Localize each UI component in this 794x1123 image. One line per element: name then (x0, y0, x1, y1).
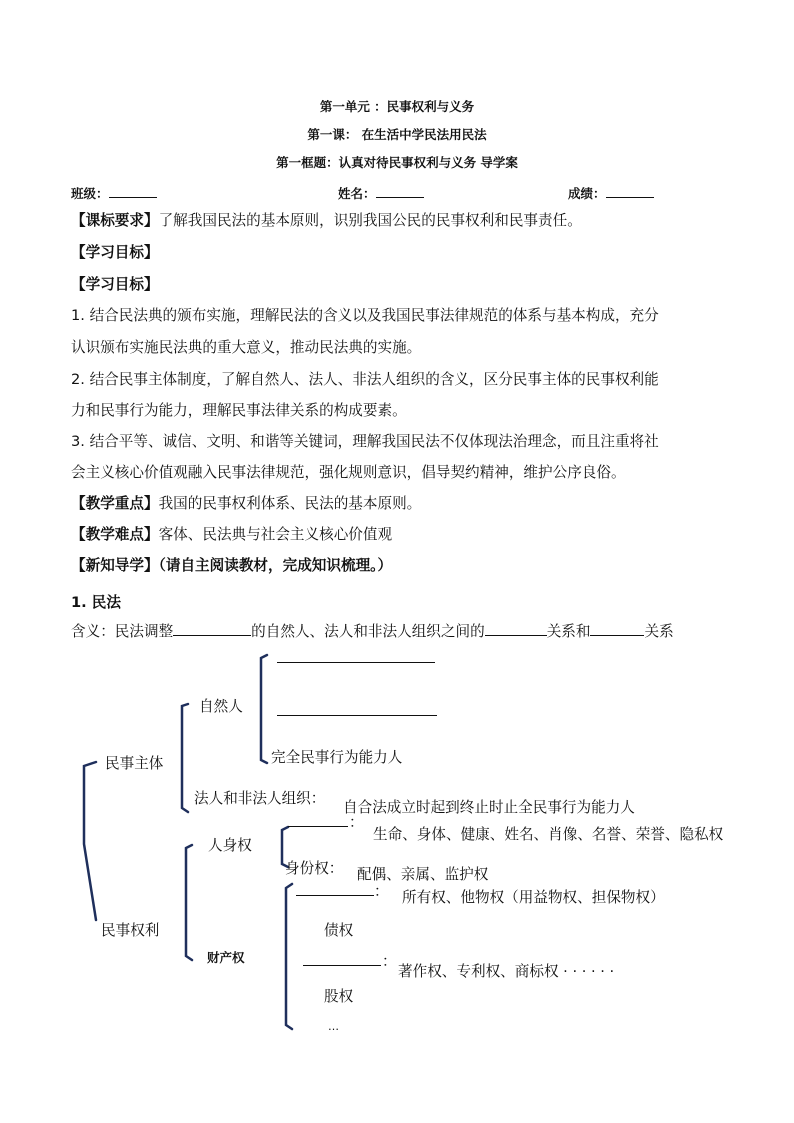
personal-rights-label: 人身权 (208, 837, 252, 854)
objective-1-line-1: 1. 结合民法典的颁布实施，理解民法的含义以及我国民事法律规范的体系与基本构成，充分 (71, 307, 659, 324)
lesson-title: 第一课： 在生活中学民法用民法 (307, 127, 487, 142)
full-capacity-label (271, 746, 403, 766)
subject-brace (182, 704, 188, 812)
civil-rights-label: 民事权利 (101, 922, 160, 939)
equity-rights-label: 股权 (324, 988, 354, 1005)
rights-brace (186, 845, 192, 960)
ip-rights-colon: ： (382, 953, 397, 970)
standard-label: 【课标要求】 (71, 212, 159, 229)
guide-label: 【新知导学】 (71, 557, 159, 574)
difficulty-text: 客体、民法典与社会主义核心价值观 (158, 526, 393, 543)
natural-person-brace (261, 655, 267, 763)
civil-law-heading: 1. 民法 (71, 594, 121, 611)
def-part-c: 关系和 (546, 623, 591, 640)
name-label: 姓名： (338, 186, 376, 201)
objective-2-line-2: 力和民事行为能力，理解民事法律关系的构成要素。 (71, 402, 407, 419)
key-points-text: 我国的民事权利体系、民法的基本原则。 (158, 495, 422, 512)
def-part-d: 关系 (644, 623, 674, 640)
objective-1-line-2: 认识颁布实施民法典的重大意义，推动民法典的实施。 (71, 339, 422, 356)
objectives-label-2: 【学习目标】 (71, 276, 159, 293)
property-rights-label: 财产权 (207, 950, 245, 965)
personality-blank[interactable] (288, 826, 348, 827)
real-rights-items (402, 886, 665, 906)
guide-text: （请自主阅读教材，完成知识梳理。） (158, 557, 393, 574)
ip-rights-items: 著作权、专利权、商标权 · · · · · · (398, 963, 615, 980)
objective-3-line-1: 3. 结合平等、诚信、文明、和谐等关键词，理解我国民法不仅体现法治理念，而且注重将社 (71, 433, 659, 450)
def-part-a: 含义：民法调整 (71, 623, 174, 640)
ellipsis-label: … (328, 1020, 339, 1033)
score-label: 成绩： (568, 186, 606, 201)
objective-3-line-2: 会主义核心价值观融入民事法律规范，强化规则意识，倡导契约精神，维护公序良俗。 (71, 464, 626, 481)
objective-2-line-1: 2. 结合民事主体制度，了解自然人、法人、非法人组织的含义，区分民事主体的民事权利能 (71, 371, 659, 388)
legal-person-label: 法人和非法人组织： (194, 790, 326, 807)
identity-rights-label: 身份权： (285, 860, 344, 877)
property-rights-brace (286, 884, 292, 1029)
civil-subject-label: 民事主体 (105, 755, 164, 772)
natural-person-label: 自然人 (199, 698, 243, 715)
frame-title: 第一框题：认真对待民事权利与义务 导学案 (276, 155, 518, 170)
difficulty-label: 【教学难点】 (71, 526, 159, 543)
real-rights-blank[interactable] (296, 895, 374, 896)
real-rights-colon: ： (374, 883, 389, 900)
identity-items: 配偶、亲属、监护权 (357, 866, 489, 883)
standard-text: 了解我国民法的基本原则，识别我国公民的民事权利和民事责任。 (158, 212, 582, 229)
ip-rights-blank[interactable] (303, 965, 381, 966)
personality-items: 生命、身体、健康、姓名、肖像、名誉、荣誉、隐私权 (373, 826, 724, 843)
class-label: 班级： (71, 186, 109, 201)
natural-blank-1[interactable] (277, 662, 435, 663)
outer-brace (84, 762, 96, 920)
objectives-label-1: 【学习目标】 (71, 244, 159, 261)
def-part-b: 的自然人、法人和非法人组织之间的 (251, 623, 485, 640)
unit-title: 第一单元 ：民事权利与义务 (319, 99, 475, 114)
natural-blank-2[interactable] (277, 715, 437, 716)
real-rights-text: 所有权、他物权（用益物权、担保物权） (402, 889, 665, 906)
legal-person-description: 自合法成立时起到终止时止全民事行为能力人 (343, 799, 635, 816)
key-points-label: 【教学重点】 (71, 495, 159, 512)
full-capacity-text: 完全民事行为能力人 (271, 749, 403, 766)
personality-colon: ： (349, 814, 364, 831)
creditor-rights-label: 债权 (324, 922, 354, 939)
